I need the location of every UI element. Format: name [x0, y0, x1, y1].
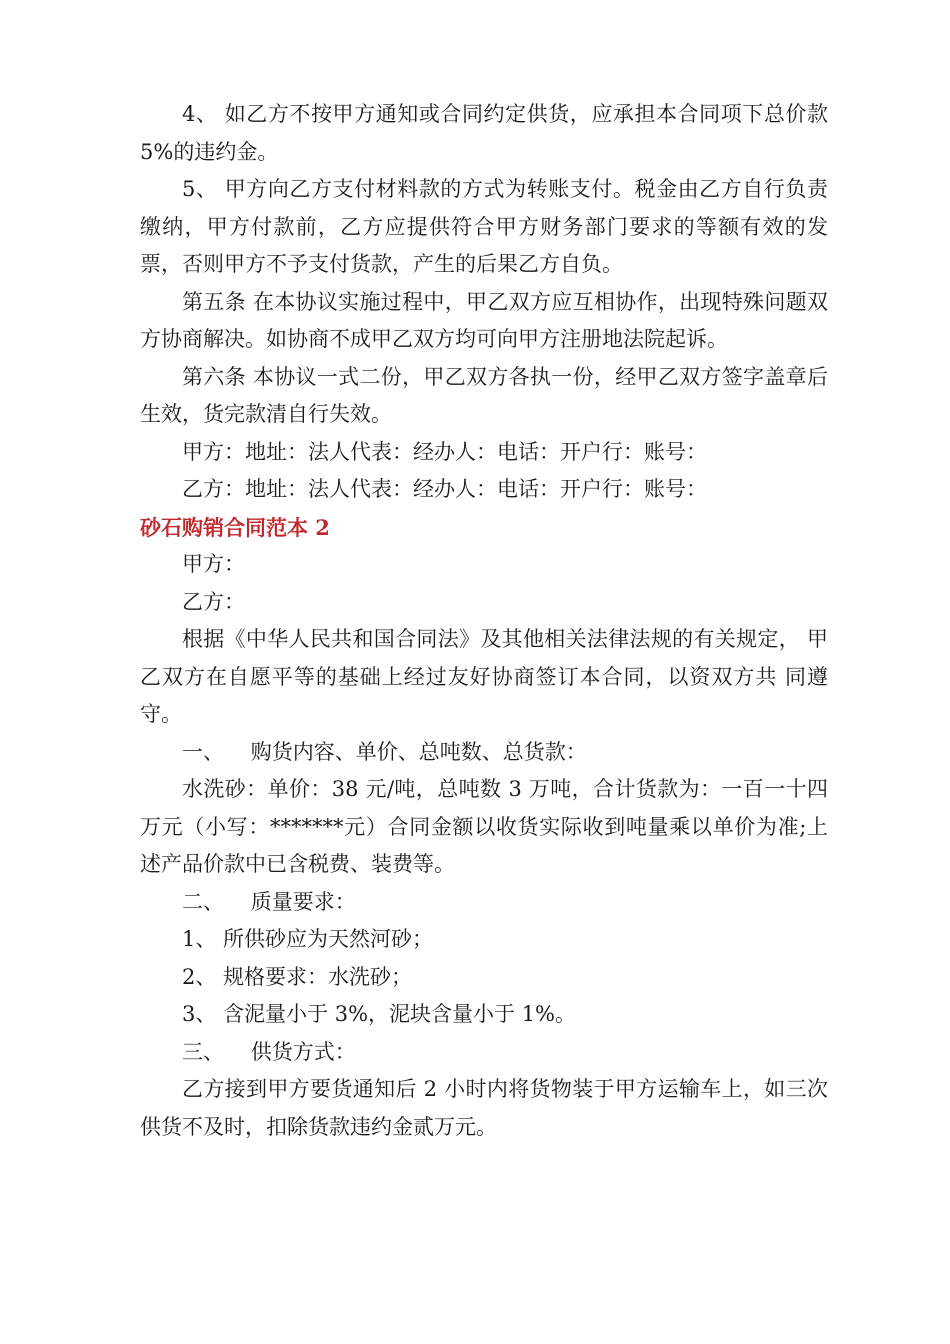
quality-item-2: 2、 规格要求：水洗砂； [182, 964, 413, 989]
purchase-detail-paragraph: 水洗砂：单价：38 元/吨，总吨数 3 万吨，合计货款为：一百一十四万元（小写：*******元）合同金额以收货实际收到吨量乘以单价为准;上述产品价款中已含税费、装费等。 [140, 777, 828, 876]
section-heading-purchase: 一、 购货内容、单价、总吨数、总货款： [182, 739, 587, 764]
quality-item-1: 1、 所供砂应为天然河砂； [182, 927, 434, 951]
paragraph-clause-4: 4、 如乙方不按甲方通知或合同约定供货，应承担本合同项下总价款 5%的违约金。 [140, 102, 835, 164]
section-title: 砂石购销合同范本 2 [140, 514, 330, 540]
paragraph-article-6: 第六条 本协议一式二份，甲乙双方各执一份，经甲乙双方签字盖章后生效，货完款清自行失效。 [140, 364, 828, 426]
section-heading-supply: 三、 供货方式： [182, 1039, 356, 1064]
party-a-info: 甲方：地址：法人代表：经办人：电话：开户行：账号： [182, 439, 707, 464]
paragraph-article-5: 第五条 在本协议实施过程中，甲乙双方应互相协作，出现特殊问题双方协商解决。如协商不成甲乙双方均可向甲方注册地法院起诉。 [140, 289, 828, 351]
preamble-paragraph: 根据《中华人民共和国合同法》及其他相关法律法规的有关规定， 甲乙双方在自愿平等的基础上经过友好协商签订本合同，以资双方共 同遵守。 [140, 627, 828, 726]
document-page [140, 96, 835, 1146]
quality-item-3: 3、 含泥量小于 3%，泥块含量小于 1%。 [182, 1002, 577, 1026]
paragraph-clause-5: 5、 甲方向乙方支付材料款的方式为转账支付。税金由乙方自行负责缴纳，甲方付款前，乙方应提供符合甲方财务部门要求的等额有效的发票，否则甲方不予支付货款，产生的后果乙方自负。 [140, 177, 828, 276]
supply-detail-paragraph: 乙方接到甲方要货通知后 2 小时内将货物装于甲方运输车上，如三次供货不及时，扣除货款违约金贰万元。 [140, 1077, 828, 1139]
section-heading-quality: 二、 质量要求： [182, 889, 356, 914]
party-b-info: 乙方：地址：法人代表：经办人：电话：开户行：账号： [182, 477, 707, 501]
party-b-label: 乙方： [182, 589, 245, 614]
party-a-label: 甲方： [182, 552, 245, 576]
